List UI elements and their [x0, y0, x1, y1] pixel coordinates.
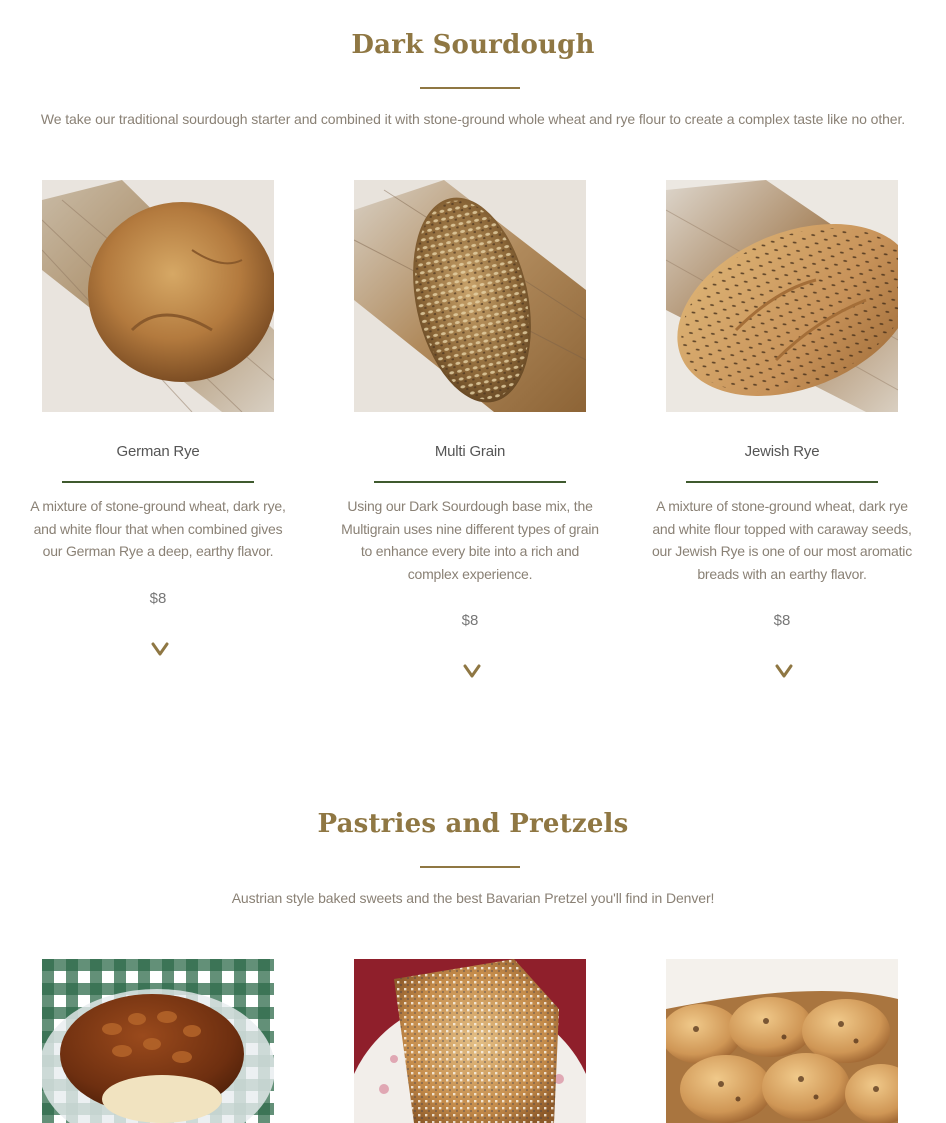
description-line: and white flour that when combined gives — [33, 520, 283, 537]
product-divider — [62, 481, 254, 483]
product-divider — [374, 481, 566, 483]
description-line: Using our Dark Sourdough base mix, the — [347, 498, 593, 514]
description-line: our Jewish Rye is one of our most aromatic — [651, 543, 913, 560]
description-line: breads with an earthy flavor. — [697, 565, 867, 582]
description-line: A mixture of stone-ground wheat, dark rye, — [30, 498, 286, 514]
sugar-pastry-photo[interactable] — [354, 959, 586, 1123]
description-line: complex experience. — [407, 565, 533, 582]
chevron-down-icon[interactable] — [462, 663, 482, 679]
chevron-down-icon[interactable] — [774, 663, 794, 679]
german-rye-photo[interactable] — [42, 180, 274, 412]
description-line: A mixture of stone-ground wheat, dark rye — [656, 498, 908, 514]
section-title-pastries-and-pretzels: Pastries and Pretzels — [317, 809, 629, 839]
description-line: to enhance every bite into a rich and — [360, 543, 580, 560]
product-divider — [686, 481, 878, 483]
description-line: our German Rye a deep, earthy flavor. — [42, 543, 274, 560]
scones-photo[interactable] — [666, 959, 898, 1123]
section-title-dark-sourdough: Dark Sourdough — [351, 30, 595, 60]
product-price: $8 — [773, 612, 791, 629]
multi-grain-photo[interactable] — [354, 180, 586, 412]
product-name: German Rye — [116, 443, 200, 460]
pecan-sticky-bun-photo[interactable] — [42, 959, 274, 1123]
product-name: Multi Grain — [434, 443, 506, 460]
description-line: Multigrain uses nine different types of grain — [341, 520, 599, 537]
chevron-down-icon[interactable] — [150, 641, 170, 657]
product-description — [644, 495, 920, 585]
product-name: Jewish Rye — [744, 443, 820, 460]
title-divider — [420, 87, 520, 89]
section-description: We take our traditional sourdough starter and combined it with stone-ground whole wheat and rye flour to create a complex taste like no other. — [40, 111, 906, 127]
product-price: $8 — [461, 612, 479, 629]
description-line: and white flour topped with caraway seeds, — [652, 520, 912, 537]
jewish-rye-photo[interactable] — [666, 180, 898, 412]
section-description: Austrian style baked sweets and the best Bavarian Pretzel you'll find in Denver! — [231, 890, 715, 906]
product-description — [28, 495, 288, 563]
title-divider — [420, 866, 520, 868]
product-description — [334, 495, 606, 585]
product-price: $8 — [149, 590, 167, 607]
